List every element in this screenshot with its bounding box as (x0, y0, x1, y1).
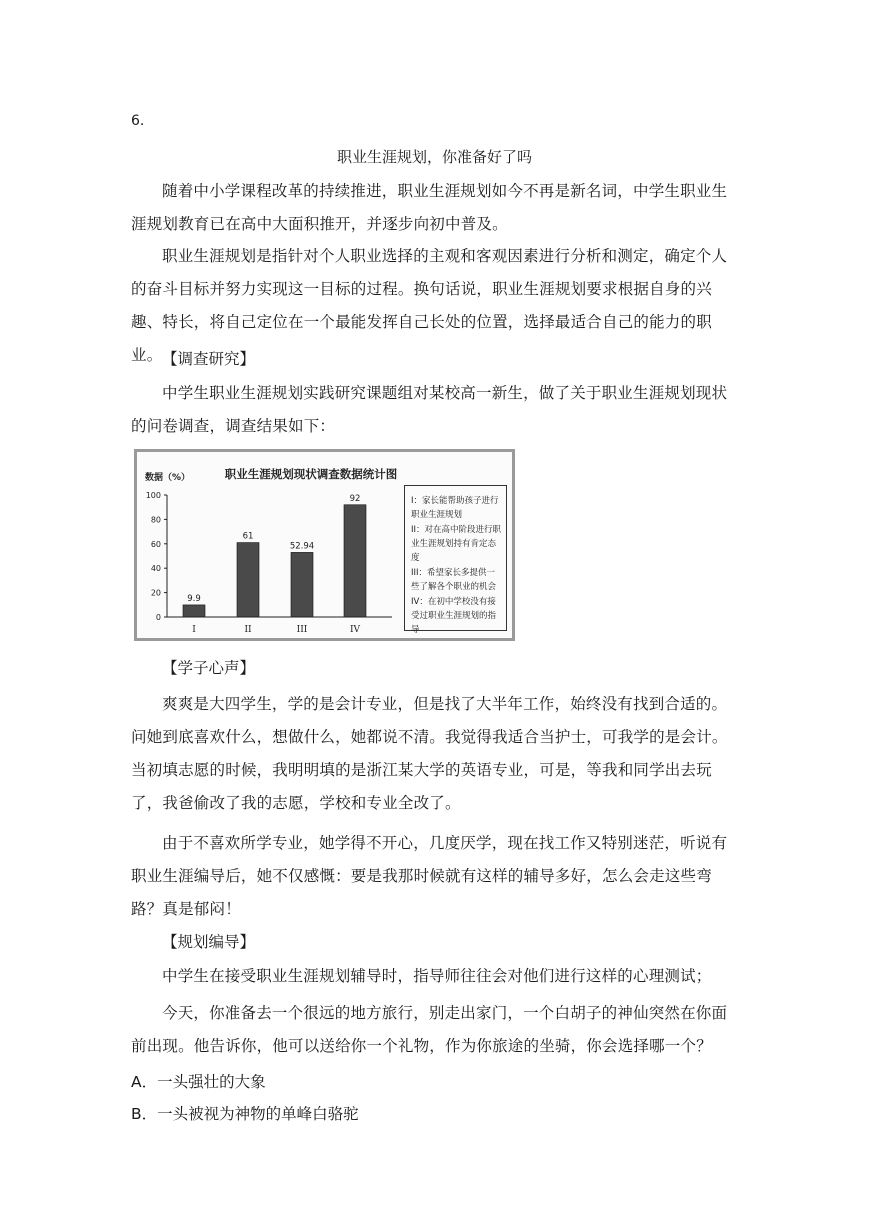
legend-item-3: III：希望家长多提供一些了解各个职业的机会 (411, 568, 497, 592)
y-tick-label: 40 (150, 564, 161, 574)
y-tick-label: 80 (150, 515, 161, 525)
bar-I (183, 605, 205, 617)
chart-legend (404, 485, 507, 635)
survey-intro: 中学生职业生涯规划实践研究课题组对某校高一新生，做了关于职业生涯规划现状的问卷调查，调查结果如下： (131, 384, 728, 435)
bar-value-label: 52.94 (289, 541, 315, 552)
guidance-paragraph-2: 今天，你准备去一个很远的地方旅行，别走出家门，一个白胡子的神仙突然在你面前出现。他告诉你，他可以送给你一个礼物，作为你旅途的坐骑，你会选择哪一个？ (131, 1004, 728, 1055)
question-number: 6. (131, 113, 145, 129)
intro-paragraph-2: 职业生涯规划是指针对个人职业选择的主观和客观因素进行分析和测定，确定个人的奋斗目标并努力实现这一目标的过程。换句话说，职业生涯规划要求根据自身的兴趣、特长，将自己定位在一个最能发挥自己长处的位置，选择最适合自己的能力的职业。 (131, 247, 728, 364)
section-heading-voices: 【学子心声】 (162, 659, 256, 677)
article-title: 职业生涯规划，你准备好了吗 (336, 148, 532, 166)
bar-value-label: 9.9 (187, 593, 201, 604)
bar-II (237, 543, 259, 617)
y-axis-label: 数据（%） (145, 473, 191, 483)
guidance-paragraph-1: 中学生在接受职业生涯规划辅导时，指导师往往会对他们进行这样的心理测试； (162, 967, 712, 985)
bar-value-label: 92 (349, 493, 361, 504)
voices-paragraph-2: 由于不喜欢所学专业，她学得不开心，几度厌学，现在找工作又特别迷茫，听说有职业生涯编导后，她不仅感慨：要是我那时候就有这样的辅导多好，怎么会走这些弯路？真是郁闷！ (131, 834, 728, 918)
x-category-label: II (244, 625, 252, 635)
intro-paragraph-1: 随着中小学课程改革的持续推进，职业生涯规划如今不再是新名词，中学生职业生涯规划教育已在高中大面积推开，并逐步向初中普及。 (131, 182, 728, 233)
section-heading-survey: 【调查研究】 (162, 350, 256, 368)
bar-IV (344, 505, 366, 617)
legend-item-1: I：家长能帮助孩子进行职业生涯规划 (411, 496, 499, 520)
option-b: B．一头被视为神物的单峰白骆驼 (131, 1105, 359, 1123)
bar-III (291, 552, 313, 617)
option-a: A．一头强壮的大象 (131, 1073, 266, 1091)
y-tick-label: 20 (150, 588, 161, 598)
bar-value-label: 61 (242, 531, 254, 542)
voices-paragraph-1: 爽爽是大四学生，学的是会计专业，但是找了大半年工作，始终没有找到合适的。问她到底喜欢什么，想做什么，她都说不清。我觉得我适合当护士，可我学的是会计。当初填志愿的时候，我明明填的是浙江某大学的英语专业，可是，等我和同学出去玩了，我爸偷改了我的志愿，学校和专业全改了。 (131, 695, 728, 812)
y-tick-label: 60 (150, 539, 161, 549)
x-category-label: III (296, 625, 308, 635)
legend-item-4: IV：在初中学校没有接受过职业生涯规划的指导 (411, 597, 497, 635)
x-category-label: IV (349, 625, 361, 635)
y-tick-label: 0 (155, 613, 161, 622)
chart-title: 职业生涯规划现状调查数据统计图 (224, 467, 398, 481)
section-heading-guidance: 【规划编导】 (162, 933, 256, 951)
legend-item-2: II：对在高中阶段进行职业生涯规划持有肯定态度 (411, 525, 502, 563)
y-tick-label: 100 (145, 491, 161, 500)
x-category-label: I (192, 625, 196, 635)
